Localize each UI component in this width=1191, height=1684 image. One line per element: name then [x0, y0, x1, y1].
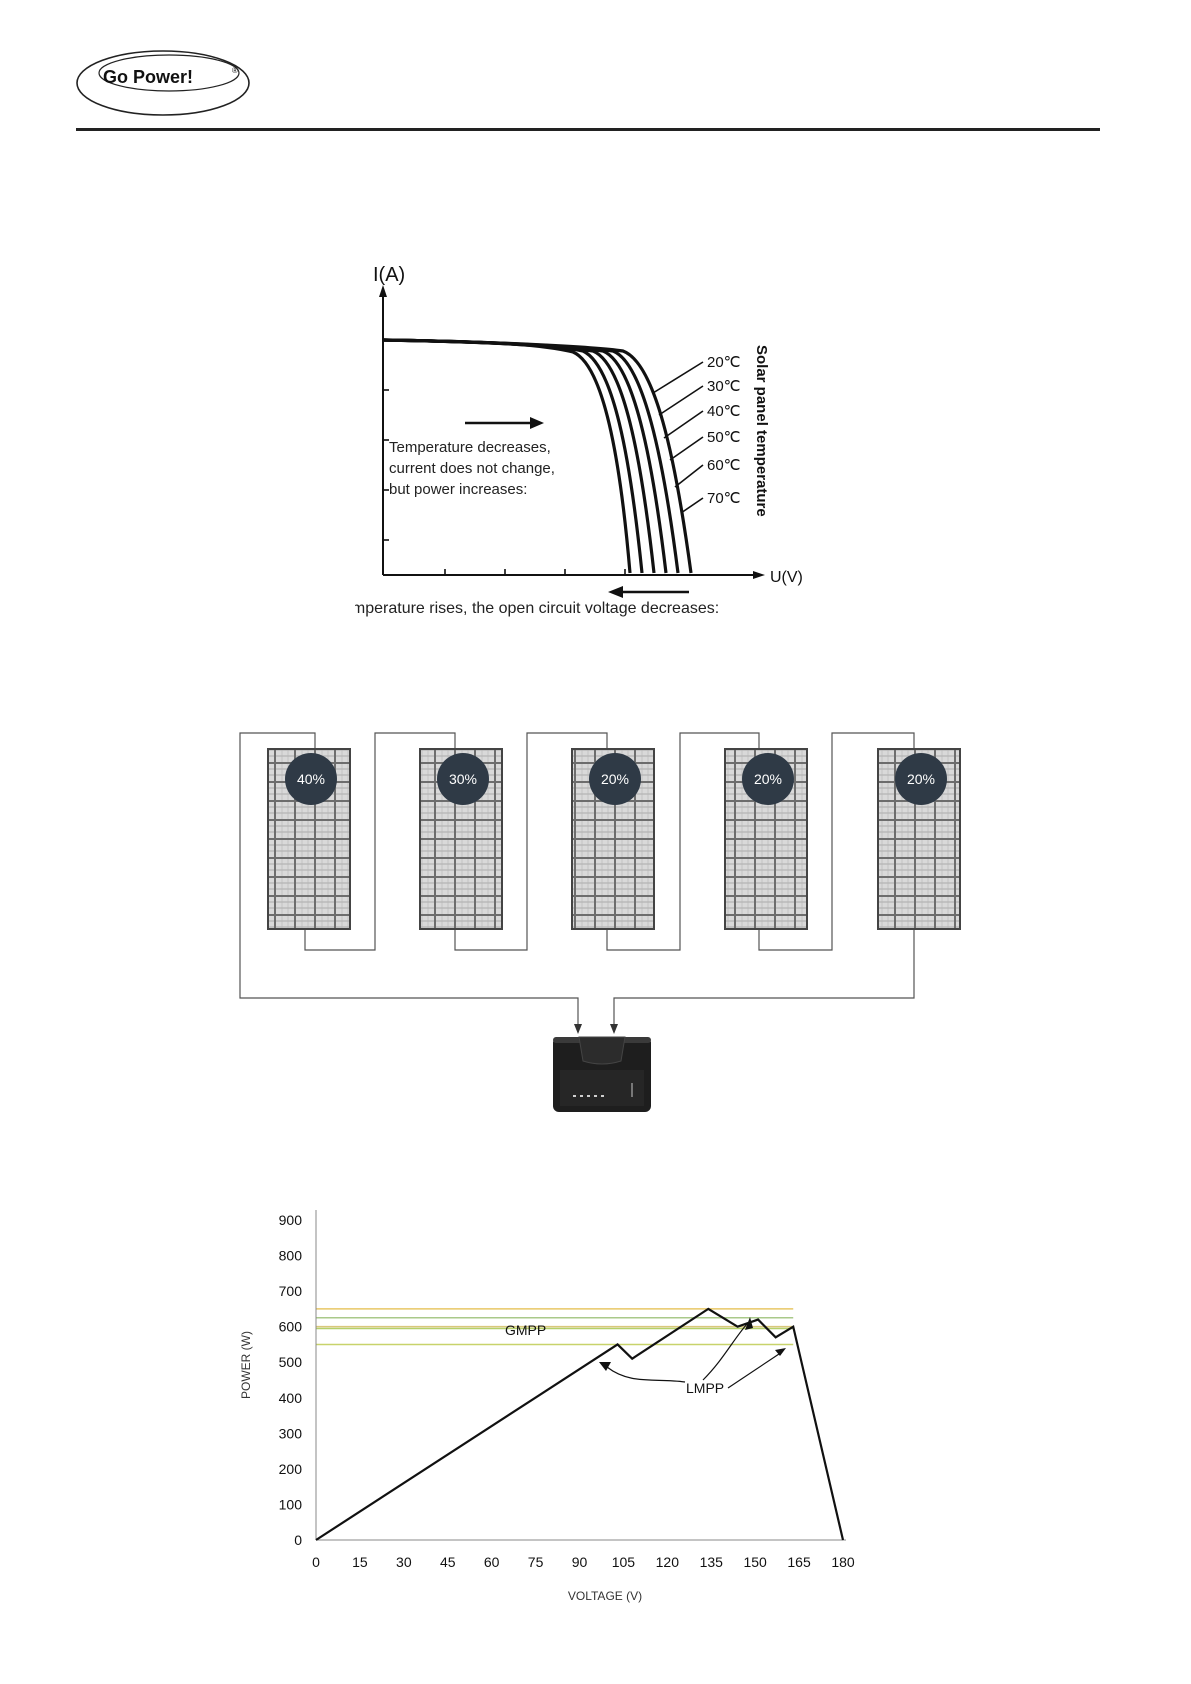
- y-tick-label: 100: [278, 1496, 302, 1513]
- x-tick-label: 90: [571, 1554, 588, 1570]
- arrow-left-icon: [608, 586, 623, 598]
- iv-note-line-3: but power increases:: [389, 481, 528, 498]
- solar-panel-2: [420, 749, 502, 929]
- y-tick-label: 0: [294, 1532, 302, 1548]
- y-tick-label: 500: [278, 1354, 302, 1371]
- y-tick-label: 700: [278, 1283, 302, 1300]
- y-tick-label: 800: [278, 1247, 302, 1264]
- temp-label-60: 60℃: [707, 457, 741, 474]
- solar-panel-4: [725, 749, 807, 929]
- gmpp-label: GMPP: [505, 1322, 547, 1338]
- shade-label-5: 20%: [906, 771, 936, 787]
- x-tick-label: 0: [312, 1554, 320, 1570]
- x-tick-label: 15: [352, 1554, 368, 1570]
- series-array-figure: [235, 725, 980, 1115]
- iv-curve-40: [383, 340, 666, 573]
- temp-label-50: 50℃: [707, 429, 741, 446]
- charge-controller-icon: [553, 1037, 651, 1112]
- x-tick-label: 75: [527, 1554, 544, 1570]
- logo-text: Go Power!: [103, 67, 194, 87]
- shade-label-2: 30%: [448, 771, 478, 787]
- logo-mark: ®: [232, 66, 238, 75]
- y-tick-label: 900: [278, 1212, 302, 1228]
- iv-note-line-1: Temperature decreases,: [389, 439, 551, 456]
- brand-logo: [75, 45, 255, 117]
- x-tick-label: 120: [655, 1554, 680, 1570]
- solar-panel-3: [572, 749, 654, 929]
- iv-curve-50: [383, 340, 654, 573]
- iv-curve-70: [383, 340, 630, 573]
- y-tick-label: 600: [278, 1318, 302, 1335]
- solar-panel-1: [268, 749, 350, 929]
- x-tick-label: 135: [699, 1554, 723, 1570]
- x-tick-label: 30: [396, 1554, 412, 1570]
- x-tick-label: 150: [743, 1554, 767, 1570]
- header-divider: [76, 128, 1100, 131]
- x-tick-label: 45: [439, 1554, 456, 1570]
- temp-label-70: 70℃: [707, 490, 741, 507]
- iv-y-axis-label: I(A): [373, 264, 406, 286]
- iv-x-axis-label: U(V): [770, 569, 803, 586]
- shade-label-1: 40%: [296, 771, 326, 787]
- x-tick-label: 180: [831, 1554, 855, 1570]
- solar-panel-5: [878, 749, 960, 929]
- iv-legend-title: Solar panel temperature: [753, 345, 770, 517]
- x-tick-label: 60: [483, 1554, 500, 1570]
- y-tick-label: 300: [278, 1425, 302, 1442]
- temp-label-30: 30℃: [707, 378, 741, 395]
- pv-x-axis-label: VOLTAGE (V): [567, 1589, 643, 1603]
- pv-power-curve: [316, 1309, 843, 1540]
- lmpp-label: LMPP: [686, 1380, 725, 1396]
- shade-label-3: 20%: [600, 771, 630, 787]
- y-tick-label: 200: [278, 1460, 302, 1477]
- iv-caption: Temperature rises, the open circuit voltage decreases:: [355, 600, 720, 617]
- iv-curve-30: [383, 340, 678, 573]
- arrow-right-icon: [530, 417, 544, 429]
- temp-label-20: 20℃: [707, 354, 741, 371]
- pv-y-axis-label: POWER (W): [239, 1331, 253, 1399]
- x-tick-label: 105: [611, 1554, 636, 1570]
- iv-curve-60: [383, 340, 642, 573]
- y-tick-label: 400: [278, 1389, 302, 1406]
- x-tick-label: 165: [787, 1554, 811, 1570]
- iv-note-line-2: current does not change,: [389, 460, 555, 477]
- shade-label-4: 20%: [753, 771, 783, 787]
- iv-temperature-figure: [355, 255, 825, 625]
- iv-curve-20: [383, 340, 691, 573]
- temp-label-40: 40℃: [707, 403, 741, 420]
- pv-curve-chart: [235, 1210, 895, 1610]
